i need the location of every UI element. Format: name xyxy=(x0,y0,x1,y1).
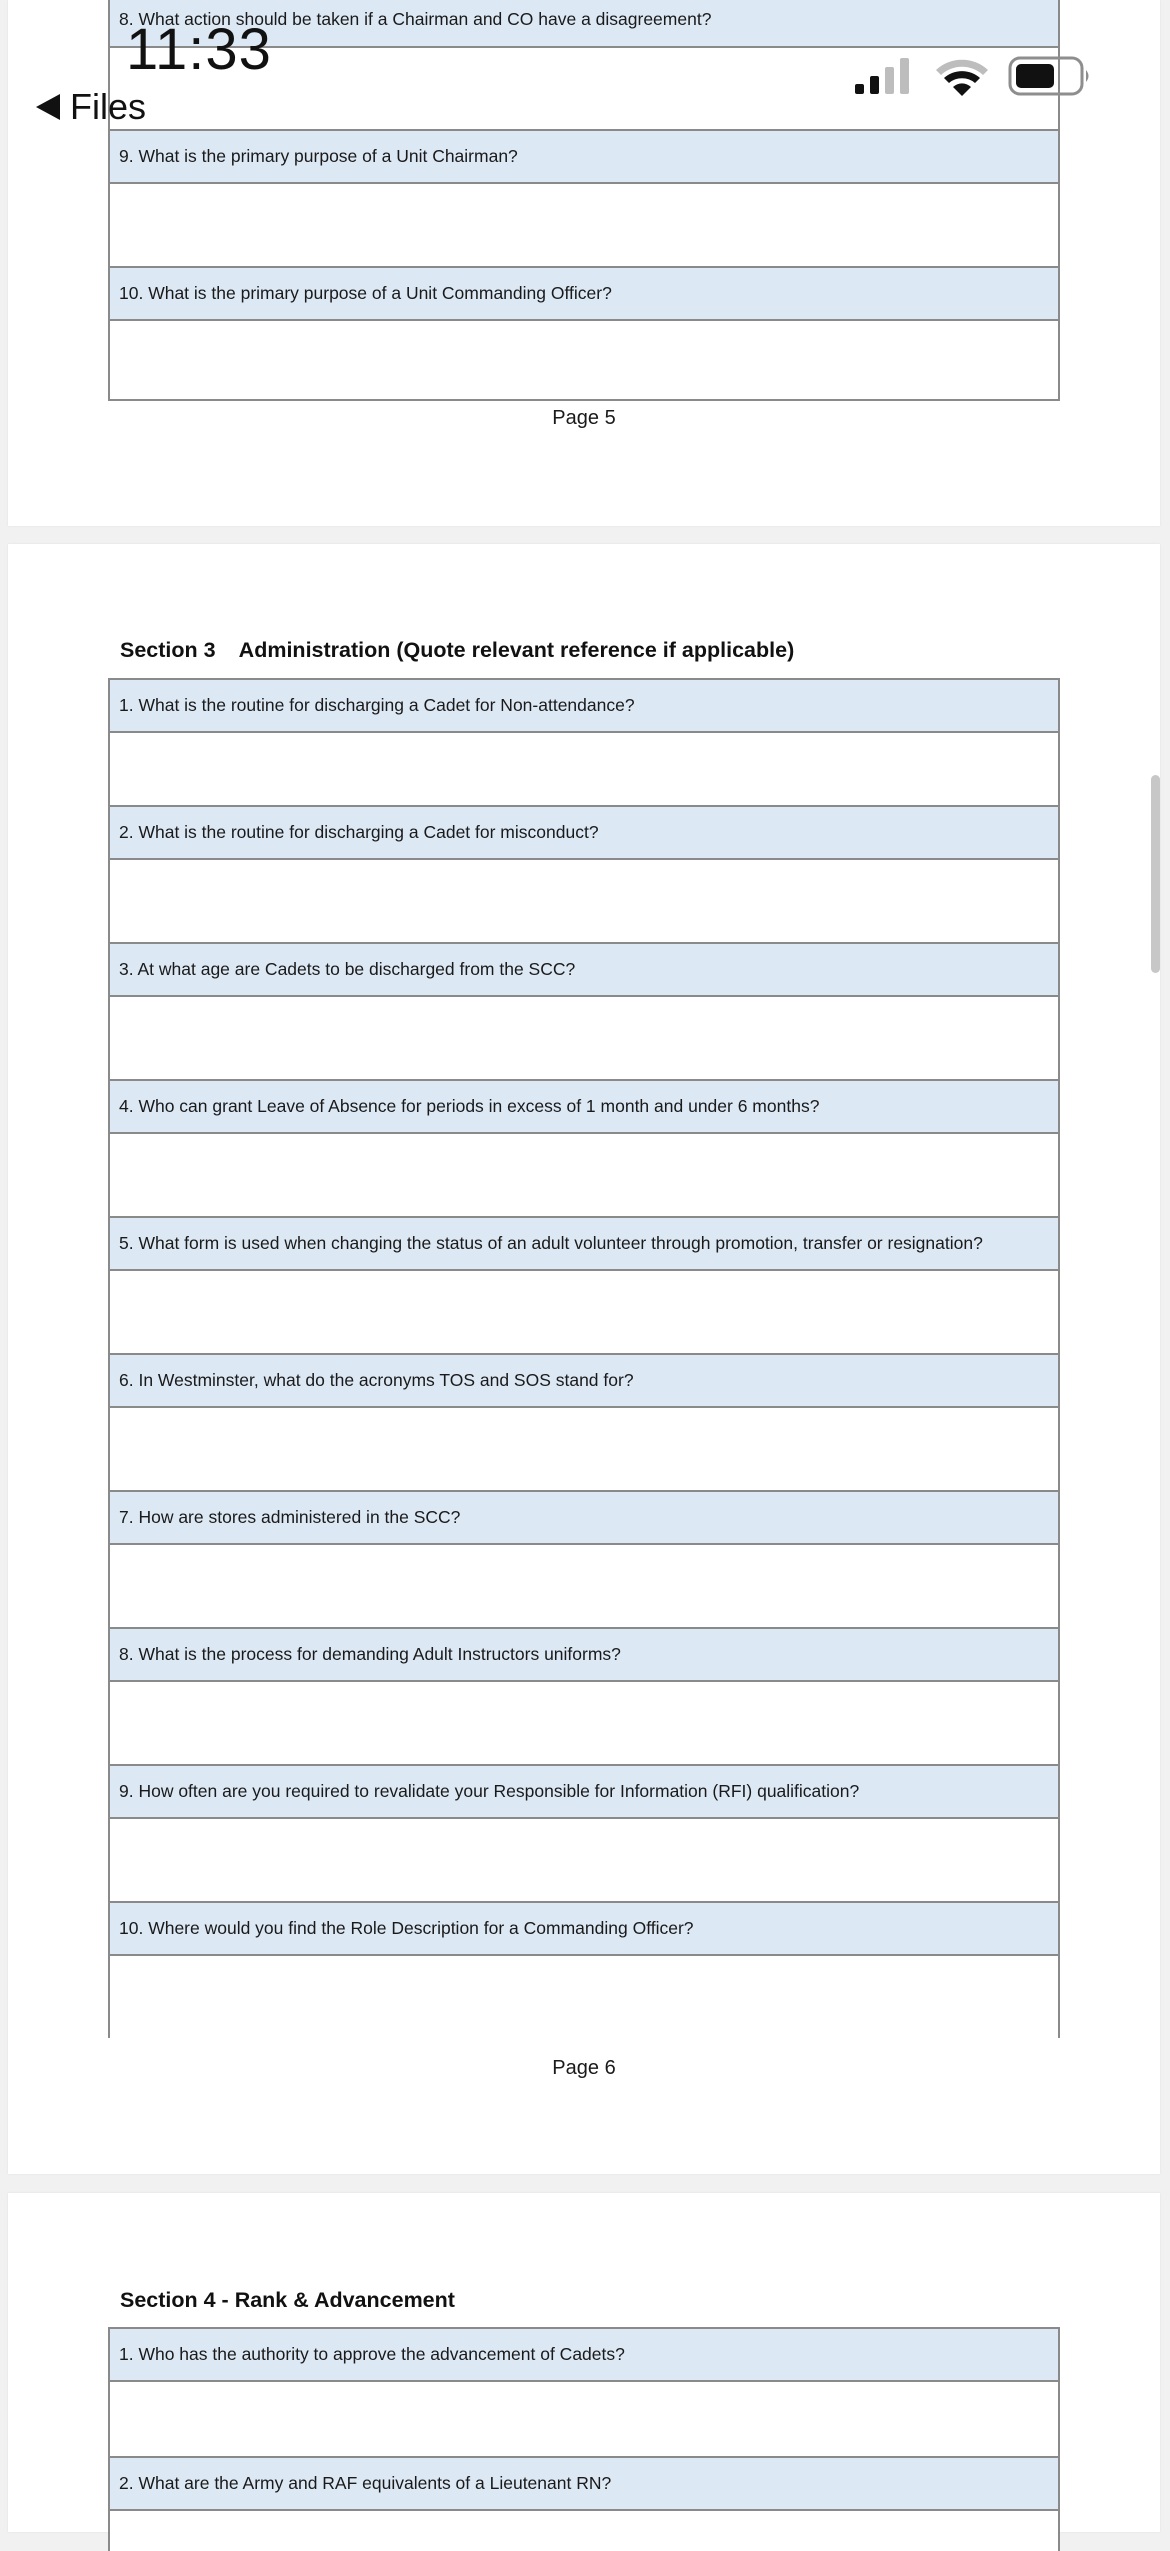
status-time: 11:33 xyxy=(126,17,272,82)
question-row xyxy=(108,1079,1060,1134)
question-text: 10. What is the primary purpose of a Unit Commanding Officer? xyxy=(119,283,612,303)
question-table xyxy=(108,2327,1060,2551)
question-text: 10. Where would you find the Role Description for a Commanding Officer? xyxy=(119,1918,694,1938)
question-row xyxy=(108,942,1060,997)
scrollbar-thumb[interactable] xyxy=(1151,775,1160,973)
question-text: 8. What action should be taken if a Chairman and CO have a disagreement? xyxy=(119,8,712,29)
question-row xyxy=(108,1353,1060,1408)
answer-field[interactable] xyxy=(108,997,1060,1079)
question-row xyxy=(108,678,1060,733)
question-text: 2. What are the Army and RAF equivalents of a Lieutenant RN? xyxy=(119,2473,612,2493)
cellular-signal-icon xyxy=(853,56,915,96)
answer-field[interactable] xyxy=(108,2511,1060,2551)
question-row xyxy=(108,2456,1060,2511)
question-row xyxy=(108,2327,1060,2382)
page-number: Page 5 xyxy=(552,407,616,429)
question-row xyxy=(108,129,1060,184)
section-title: Section 3 Administration (Quote relevant reference if applicable) xyxy=(120,638,795,662)
answer-field[interactable] xyxy=(108,1408,1060,1490)
answer-field[interactable] xyxy=(108,733,1060,805)
back-to-files-button[interactable] xyxy=(36,86,146,128)
answer-field[interactable] xyxy=(108,860,1060,942)
answer-field[interactable] xyxy=(108,1134,1060,1216)
answer-field[interactable] xyxy=(108,1545,1060,1627)
answer-field[interactable] xyxy=(108,1682,1060,1764)
document-page-7 xyxy=(8,2193,1160,2532)
back-label: Files xyxy=(70,86,147,127)
answer-field[interactable] xyxy=(108,1271,1060,1353)
page-number: Page 6 xyxy=(552,2057,616,2079)
back-arrow-icon xyxy=(36,94,60,120)
answer-field[interactable] xyxy=(108,321,1060,401)
question-text: 3. At what age are Cadets to be discharged from the SCC? xyxy=(119,959,576,979)
question-row xyxy=(108,1764,1060,1819)
section-title: Section 4 - Rank & Advancement xyxy=(120,2288,455,2312)
battery-icon xyxy=(1008,56,1092,96)
document-page-6 xyxy=(8,544,1160,2174)
question-row xyxy=(108,1216,1060,1271)
question-text: 9. What is the primary purpose of a Unit Chairman? xyxy=(119,146,518,166)
question-text: 1. What is the routine for discharging a Cadet for Non-attendance? xyxy=(119,695,635,715)
question-table xyxy=(108,678,1060,2038)
answer-field[interactable] xyxy=(108,184,1060,266)
answer-field[interactable] xyxy=(108,2382,1060,2456)
question-text: 7. How are stores administered in the SCC? xyxy=(119,1507,461,1527)
question-row xyxy=(108,1901,1060,1956)
question-row xyxy=(108,1490,1060,1545)
question-text: 2. What is the routine for discharging a Cadet for misconduct? xyxy=(119,822,599,842)
wifi-icon xyxy=(932,56,992,98)
answer-field[interactable] xyxy=(108,1819,1060,1901)
question-text: 4. Who can grant Leave of Absence for periods in excess of 1 month and under 6 months? xyxy=(119,1096,820,1116)
answer-field[interactable] xyxy=(108,1956,1060,2038)
question-text: 6. In Westminster, what do the acronyms TOS and SOS stand for? xyxy=(119,1370,634,1390)
question-text: 9. How often are you required to revalidate your Responsible for Information (RFI) qualification? xyxy=(119,1781,860,1801)
question-text: 8. What is the process for demanding Adult Instructors uniforms? xyxy=(119,1644,621,1664)
question-row xyxy=(108,266,1060,321)
question-text: 5. What form is used when changing the status of an adult volunteer through promotion, transfer or resignation? xyxy=(119,1233,983,1253)
question-row xyxy=(108,1627,1060,1682)
question-row xyxy=(108,805,1060,860)
question-text: 1. Who has the authority to approve the advancement of Cadets? xyxy=(119,2344,625,2364)
